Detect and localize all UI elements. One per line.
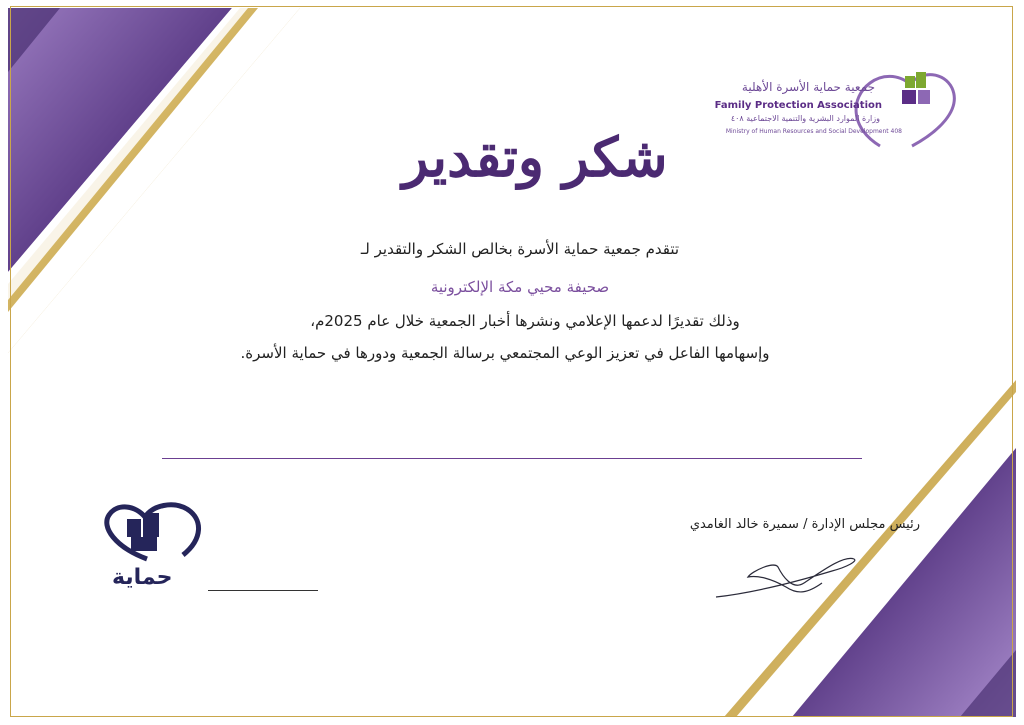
bottom-logo-name: حماية	[112, 565, 173, 590]
reason-line-1: وذلك تقديرًا لدعمها الإعلامي ونشرها أخبار الجمعية خلال عام 2025م،	[310, 312, 740, 330]
intro-line: تتقدم جمعية حماية الأسرة بخالص الشكر والتقدير لـ	[360, 240, 680, 258]
reason-line-2: وإسهامها الفاعل في تعزيز الوعي المجتمعي برسالة الجمعية ودورها في حماية الأسرة.	[240, 344, 770, 362]
logo-english-ministry: Ministry of Human Resources and Social Development 408	[725, 128, 902, 135]
certificate-title	[395, 110, 675, 200]
title-text: شكر وتقدير	[402, 125, 668, 189]
signatory-title: رئيس مجلس الإدارة / سميرة خالد الغامدي	[689, 517, 920, 532]
stamp-line	[208, 590, 318, 591]
recipient-name: صحيفة محيي مكة الإلكترونية	[430, 278, 610, 296]
separator-line	[162, 458, 862, 459]
logo-arabic-ministry: وزارة الموارد البشرية والتنمية الاجتماعية ٤٠٨	[730, 114, 880, 123]
logo-arabic-name: جمعية حماية الأسرة الأهلية	[741, 80, 875, 94]
signature-mark-icon	[712, 553, 862, 603]
logo-english-name: Family Protection Association	[714, 100, 882, 111]
